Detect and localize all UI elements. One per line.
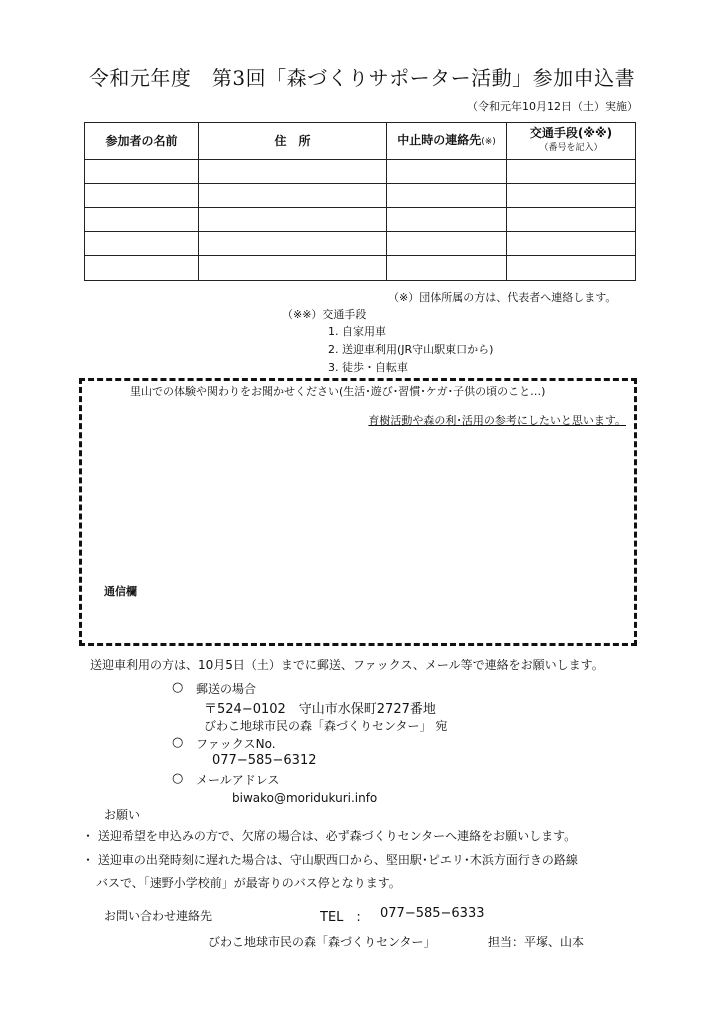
table-row [85, 184, 636, 208]
pickup-deadline-note: 送迎車利用の方は、10月5日（土）までに郵送、ファックス、メール等で連絡をお願いします。 [90, 658, 604, 672]
bullet-icon: ○ [172, 680, 184, 695]
table-row [85, 232, 636, 256]
header-transport-line1: 交通手段(※※) [529, 126, 613, 140]
header-address: 住 所 [199, 123, 387, 160]
comment-subnote: 育樹活動や森の利･活用の参考にしたいと思います。 [368, 414, 626, 427]
header-transport [507, 123, 636, 160]
email-label: メールアドレス [196, 773, 280, 787]
cell-contact[interactable] [387, 256, 507, 281]
header-transport-line2: （番号を記入） [539, 143, 603, 153]
cell-contact[interactable] [387, 232, 507, 256]
cell-transport[interactable] [507, 208, 636, 232]
transport-item: 1. 自家用車 [328, 325, 386, 338]
cell-name[interactable] [85, 256, 199, 281]
header-contact-label: 中止時の連絡先 [397, 132, 482, 147]
inquiry-label: お問い合わせ連絡先 [104, 909, 213, 923]
mail-recipient: びわこ地球市民の森「森づくりセンター」 宛 [204, 719, 448, 733]
comment-label: 通信欄 [104, 585, 137, 598]
cell-name[interactable] [85, 160, 199, 184]
header-contact-mark: (※) [481, 136, 496, 147]
table-row [85, 256, 636, 281]
header-name: 参加者の名前 [85, 123, 199, 160]
cell-transport[interactable] [507, 256, 636, 281]
tel-number: 077−585−6333 [380, 906, 485, 921]
table-header-row [85, 123, 636, 160]
email-address: biwako@moridukuri.info [232, 791, 378, 805]
cell-contact[interactable] [387, 184, 507, 208]
cell-address[interactable] [199, 208, 387, 232]
tel-label: TEL : [320, 910, 361, 925]
bullet-icon: ○ [172, 735, 184, 750]
event-date: （令和元年10月12日（土）実施） [467, 100, 638, 113]
fax-number: 077−585−6312 [212, 753, 317, 768]
staff-names: 担当：平塚、山本 [488, 935, 585, 949]
header-contact [387, 123, 507, 160]
organization-name: びわこ地球市民の森「森づくりセンター」 [208, 935, 436, 949]
transport-item: 2. 送迎車利用(JR守山駅東口から) [328, 343, 494, 356]
request-item: ・ 送迎希望を申込みの方で、欠席の場合は、必ず森づくりセンターへ連絡をお願いします。 [82, 829, 577, 843]
cell-name[interactable] [85, 184, 199, 208]
cell-transport[interactable] [507, 184, 636, 208]
comment-prompt: 里山での体験や関わりをお聞かせください(生活･遊び･習慣･ケガ･子供の頃のこと…) [130, 385, 546, 398]
cell-address[interactable] [199, 232, 387, 256]
transport-title: （※※）交通手段 [282, 308, 367, 321]
cell-address[interactable] [199, 160, 387, 184]
cell-transport[interactable] [507, 160, 636, 184]
group-note: （※）団体所属の方は、代表者へ連絡します。 [388, 291, 617, 304]
cell-name[interactable] [85, 232, 199, 256]
cell-contact[interactable] [387, 208, 507, 232]
request-item: バスで、「速野小学校前」が最寄りのバス停となります。 [96, 876, 401, 890]
cell-name[interactable] [85, 208, 199, 232]
requests-title: お願い [104, 808, 141, 822]
table-row [85, 208, 636, 232]
application-table [84, 122, 636, 281]
cell-transport[interactable] [507, 232, 636, 256]
mail-label: 郵送の場合 [196, 682, 257, 696]
cell-contact[interactable] [387, 160, 507, 184]
page-title: 令和元年度 第3回「森づくりサポーター活動」参加申込書 [88, 66, 636, 90]
transport-item: 3. 徒歩・自転車 [328, 361, 408, 374]
bullet-icon: ○ [172, 771, 184, 786]
cell-address[interactable] [199, 256, 387, 281]
mail-address: 〒524−0102 守山市水保町2727番地 [204, 702, 436, 717]
cell-address[interactable] [199, 184, 387, 208]
fax-label: ファックスNo. [196, 737, 276, 751]
request-item: ・ 送迎車の出発時刻に遅れた場合は、守山駅西口から、堅田駅･ピエリ･木浜方面行きの路線 [82, 853, 578, 867]
table-row [85, 160, 636, 184]
